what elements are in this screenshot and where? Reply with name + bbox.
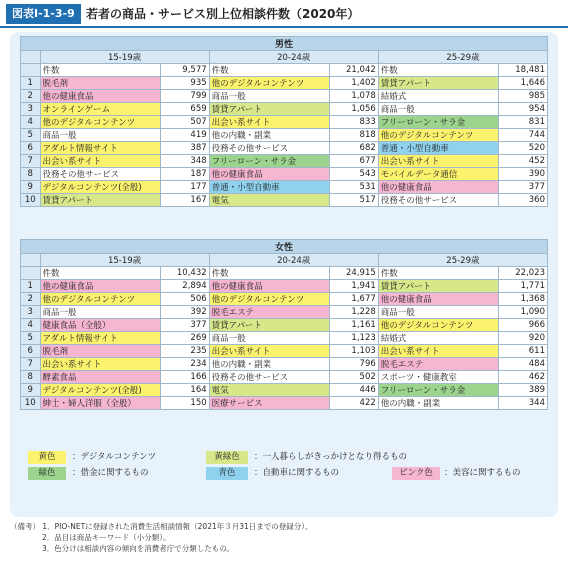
item-name: スポーツ・健康教室 — [378, 371, 498, 384]
table-row — [21, 358, 548, 371]
item-count: 164 — [160, 384, 209, 397]
total-label: 件数 — [40, 64, 160, 77]
total-count: 18,481 — [499, 64, 548, 77]
item-count: 531 — [329, 181, 378, 194]
item-name: 役務その他サービス — [209, 371, 329, 384]
item-name: 脱毛剤 — [40, 345, 160, 358]
item-name: 役務その他サービス — [209, 142, 329, 155]
item-name: 脱毛エステ — [378, 358, 498, 371]
total-label: 件数 — [209, 64, 329, 77]
note-3: 3．色分けは相談内容の傾向を消費者庁で分類したもの。 — [42, 544, 234, 553]
table-row — [21, 129, 548, 142]
table-row — [21, 142, 548, 155]
item-name: 商品一般 — [209, 332, 329, 345]
item-name: 出会い系サイト — [378, 345, 498, 358]
rank-cell: 8 — [21, 371, 41, 384]
rank-cell: 6 — [21, 142, 41, 155]
item-count: 966 — [499, 319, 548, 332]
age-group-header: 20-24歳 — [209, 254, 378, 267]
item-count: 1,078 — [329, 90, 378, 103]
item-name: 出会い系サイト — [209, 345, 329, 358]
item-name: 他のデジタルコンテンツ — [40, 116, 160, 129]
item-count: 920 — [499, 332, 548, 345]
item-name: 賃貸アパート — [378, 280, 498, 293]
male-title: 男性 — [21, 37, 548, 51]
total-count: 21,042 — [329, 64, 378, 77]
item-count: 796 — [329, 358, 378, 371]
item-count: 150 — [160, 397, 209, 410]
item-count: 235 — [160, 345, 209, 358]
legend-text-yellow: ：デジタルコンテンツ — [72, 452, 157, 462]
table-row — [21, 103, 548, 116]
female-total-row — [21, 267, 548, 280]
rank-cell: 7 — [21, 155, 41, 168]
item-name: フリーローン・サラ金 — [378, 116, 498, 129]
item-name: 他の健康食品 — [378, 181, 498, 194]
item-name: フリーローン・サラ金 — [378, 384, 498, 397]
total-count: 9,577 — [160, 64, 209, 77]
rank-total-blank — [21, 64, 41, 77]
item-name: 電気 — [209, 194, 329, 207]
item-count: 1,103 — [329, 345, 378, 358]
item-count: 1,677 — [329, 293, 378, 306]
item-name: 電気 — [209, 384, 329, 397]
table-row — [21, 194, 548, 207]
item-name: 商品一般 — [378, 306, 498, 319]
item-count: 677 — [329, 155, 378, 168]
age-group-header: 20-24歳 — [209, 51, 378, 64]
item-name: 他の健康食品 — [40, 280, 160, 293]
item-count: 484 — [499, 358, 548, 371]
item-count: 611 — [499, 345, 548, 358]
item-count: 1,228 — [329, 306, 378, 319]
note-line-2 — [10, 532, 313, 543]
rank-cell: 6 — [21, 345, 41, 358]
item-count: 833 — [329, 116, 378, 129]
total-count: 10,432 — [160, 267, 209, 280]
item-count: 167 — [160, 194, 209, 207]
total-label: 件数 — [209, 267, 329, 280]
item-name: デジタルコンテンツ(全般) — [40, 384, 160, 397]
table-row — [21, 319, 548, 332]
rank-cell: 3 — [21, 103, 41, 116]
male-title-row — [21, 37, 548, 51]
total-count: 24,915 — [329, 267, 378, 280]
legend-swatch-pink: ピンク色 — [392, 467, 440, 480]
rank-cell: 2 — [21, 90, 41, 103]
item-name: 医療サービス — [209, 397, 329, 410]
item-name: 他の健康食品 — [209, 280, 329, 293]
item-count: 1,368 — [499, 293, 548, 306]
figure-number: 図表Ⅰ-1-3-9 — [6, 4, 81, 24]
item-count: 818 — [329, 129, 378, 142]
item-name: モバイルデータ通信 — [378, 168, 498, 181]
legend-swatch-yellow: 黄色 — [28, 451, 66, 464]
legend-text-green: ：借金に関するもの — [72, 468, 149, 478]
rank-cell: 10 — [21, 397, 41, 410]
rank-cell: 5 — [21, 332, 41, 345]
item-name: 出会い系サイト — [40, 155, 160, 168]
legend-row-2 — [20, 467, 548, 480]
legend-row-1 — [20, 451, 548, 464]
item-count: 389 — [499, 384, 548, 397]
item-count: 520 — [499, 142, 548, 155]
item-name: 酵素食品 — [40, 371, 160, 384]
table-row — [21, 280, 548, 293]
age-group-header: 15-19歳 — [40, 51, 209, 64]
item-name: 普通・小型自動車 — [378, 142, 498, 155]
item-name: 賃貸アパート — [209, 103, 329, 116]
item-name: 賃貸アパート — [209, 319, 329, 332]
item-count: 1,941 — [329, 280, 378, 293]
item-name: デジタルコンテンツ(全般) — [40, 181, 160, 194]
item-count: 446 — [329, 384, 378, 397]
item-count: 452 — [499, 155, 548, 168]
item-name: 他のデジタルコンテンツ — [209, 77, 329, 90]
table-row — [21, 345, 548, 358]
item-count: 682 — [329, 142, 378, 155]
item-count: 543 — [329, 168, 378, 181]
item-name: 役務その他サービス — [40, 168, 160, 181]
table-row — [21, 116, 548, 129]
item-name: 健康食品（全般） — [40, 319, 160, 332]
item-count: 1,646 — [499, 77, 548, 90]
item-count: 1,056 — [329, 103, 378, 116]
rank-total-blank — [21, 267, 41, 280]
legend-swatch-blue: 青色 — [206, 467, 248, 480]
figure-title: 若者の商品・サービス別上位相談件数（2020年） — [86, 7, 360, 21]
item-count: 985 — [499, 90, 548, 103]
item-name: 賃貸アパート — [378, 77, 498, 90]
rank-cell: 2 — [21, 293, 41, 306]
item-name: 商品一般 — [209, 90, 329, 103]
legend-swatch-yellowgreen: 黄緑色 — [206, 451, 248, 464]
item-name: 結婚式 — [378, 332, 498, 345]
rank-cell: 3 — [21, 306, 41, 319]
item-count: 269 — [160, 332, 209, 345]
item-count: 506 — [160, 293, 209, 306]
figure-header — [0, 0, 568, 28]
age-group-header: 25-29歳 — [378, 51, 547, 64]
item-count: 502 — [329, 371, 378, 384]
item-name: 普通・小型自動車 — [209, 181, 329, 194]
table-row — [21, 168, 548, 181]
item-name: 紳士・婦人洋服（全般） — [40, 397, 160, 410]
item-name: 出会い系サイト — [40, 358, 160, 371]
item-name: アダルト情報サイト — [40, 142, 160, 155]
item-count: 954 — [499, 103, 548, 116]
legend-text-pink: ：美容に関するもの — [444, 468, 521, 478]
item-name: 他の内職・副業 — [209, 129, 329, 142]
item-count: 166 — [160, 371, 209, 384]
table-row — [21, 384, 548, 397]
rank-cell: 1 — [21, 77, 41, 90]
item-count: 234 — [160, 358, 209, 371]
rank-cell: 9 — [21, 181, 41, 194]
total-count: 22,023 — [499, 267, 548, 280]
item-name: 脱毛剤 — [40, 77, 160, 90]
item-count: 462 — [499, 371, 548, 384]
item-count: 187 — [160, 168, 209, 181]
item-name: 商品一般 — [378, 103, 498, 116]
item-name: 出会い系サイト — [209, 116, 329, 129]
rank-header-blank — [21, 254, 41, 267]
legend-text-yellowgreen: ：一人暮らしがきっかけとなり得るもの — [254, 452, 408, 462]
item-count: 2,894 — [160, 280, 209, 293]
item-count: 1,090 — [499, 306, 548, 319]
male-total-row — [21, 64, 548, 77]
item-count: 1,123 — [329, 332, 378, 345]
item-name: フリーローン・サラ金 — [209, 155, 329, 168]
notes-label: （備考） — [10, 522, 40, 531]
table-row — [21, 90, 548, 103]
rank-cell: 1 — [21, 280, 41, 293]
item-count: 507 — [160, 116, 209, 129]
item-count: 344 — [499, 397, 548, 410]
table-row — [21, 371, 548, 384]
item-count: 390 — [499, 168, 548, 181]
note-line-3 — [10, 543, 313, 554]
item-name: 役務その他サービス — [378, 194, 498, 207]
total-label: 件数 — [378, 267, 498, 280]
item-count: 517 — [329, 194, 378, 207]
item-count: 831 — [499, 116, 548, 129]
female-age-row — [21, 254, 548, 267]
item-count: 1,161 — [329, 319, 378, 332]
item-count: 387 — [160, 142, 209, 155]
item-name: 他のデジタルコンテンツ — [378, 319, 498, 332]
rank-cell: 9 — [21, 384, 41, 397]
item-count: 377 — [499, 181, 548, 194]
note-line-1 — [10, 521, 313, 532]
item-count: 422 — [329, 397, 378, 410]
rank-cell: 7 — [21, 358, 41, 371]
item-count: 377 — [160, 319, 209, 332]
table-row — [21, 181, 548, 194]
total-label: 件数 — [378, 64, 498, 77]
rank-cell: 5 — [21, 129, 41, 142]
item-name: 他の健康食品 — [209, 168, 329, 181]
table-row — [21, 77, 548, 90]
legend-swatch-green: 緑色 — [28, 467, 66, 480]
item-count: 392 — [160, 306, 209, 319]
item-count: 360 — [499, 194, 548, 207]
female-title-row — [21, 240, 548, 254]
rank-cell: 4 — [21, 319, 41, 332]
item-name: 他の内職・副業 — [209, 358, 329, 371]
table-row — [21, 397, 548, 410]
item-name: 出会い系サイト — [378, 155, 498, 168]
table-row — [21, 293, 548, 306]
item-name: 商品一般 — [40, 129, 160, 142]
notes — [10, 521, 313, 554]
item-count: 659 — [160, 103, 209, 116]
item-count: 744 — [499, 129, 548, 142]
item-count: 348 — [160, 155, 209, 168]
male-age-row — [21, 51, 548, 64]
rank-header-blank — [21, 51, 41, 64]
item-count: 799 — [160, 90, 209, 103]
item-count: 177 — [160, 181, 209, 194]
item-name: 商品一般 — [40, 306, 160, 319]
item-name: 他のデジタルコンテンツ — [378, 129, 498, 142]
legend-text-blue: ：自動車に関するもの — [254, 468, 340, 478]
item-name: 他の健康食品 — [40, 90, 160, 103]
table-row — [21, 332, 548, 345]
rank-cell: 4 — [21, 116, 41, 129]
note-2: 2．品目は商品キーワード（小分類）。 — [42, 533, 171, 542]
rank-cell: 10 — [21, 194, 41, 207]
item-count: 1,771 — [499, 280, 548, 293]
item-name: 他のデジタルコンテンツ — [40, 293, 160, 306]
item-name: 他の健康食品 — [378, 293, 498, 306]
item-name: 他のデジタルコンテンツ — [209, 293, 329, 306]
total-label: 件数 — [40, 267, 160, 280]
item-name: 賃貸アパート — [40, 194, 160, 207]
item-name: 結婚式 — [378, 90, 498, 103]
age-group-header: 15-19歳 — [40, 254, 209, 267]
item-name: オンラインゲーム — [40, 103, 160, 116]
item-name: アダルト情報サイト — [40, 332, 160, 345]
rank-cell: 8 — [21, 168, 41, 181]
male-table — [20, 36, 548, 207]
table-row — [21, 155, 548, 168]
table-row — [21, 306, 548, 319]
item-name: 脱毛エステ — [209, 306, 329, 319]
female-title: 女性 — [21, 240, 548, 254]
item-count: 935 — [160, 77, 209, 90]
item-count: 1,402 — [329, 77, 378, 90]
age-group-header: 25-29歳 — [378, 254, 547, 267]
female-table — [20, 239, 548, 410]
item-count: 419 — [160, 129, 209, 142]
item-name: 他の内職・副業 — [378, 397, 498, 410]
note-1: 1．PIO-NETに登録された消費生活相談情報（2021年３月31日までの登録分）。 — [42, 522, 313, 531]
